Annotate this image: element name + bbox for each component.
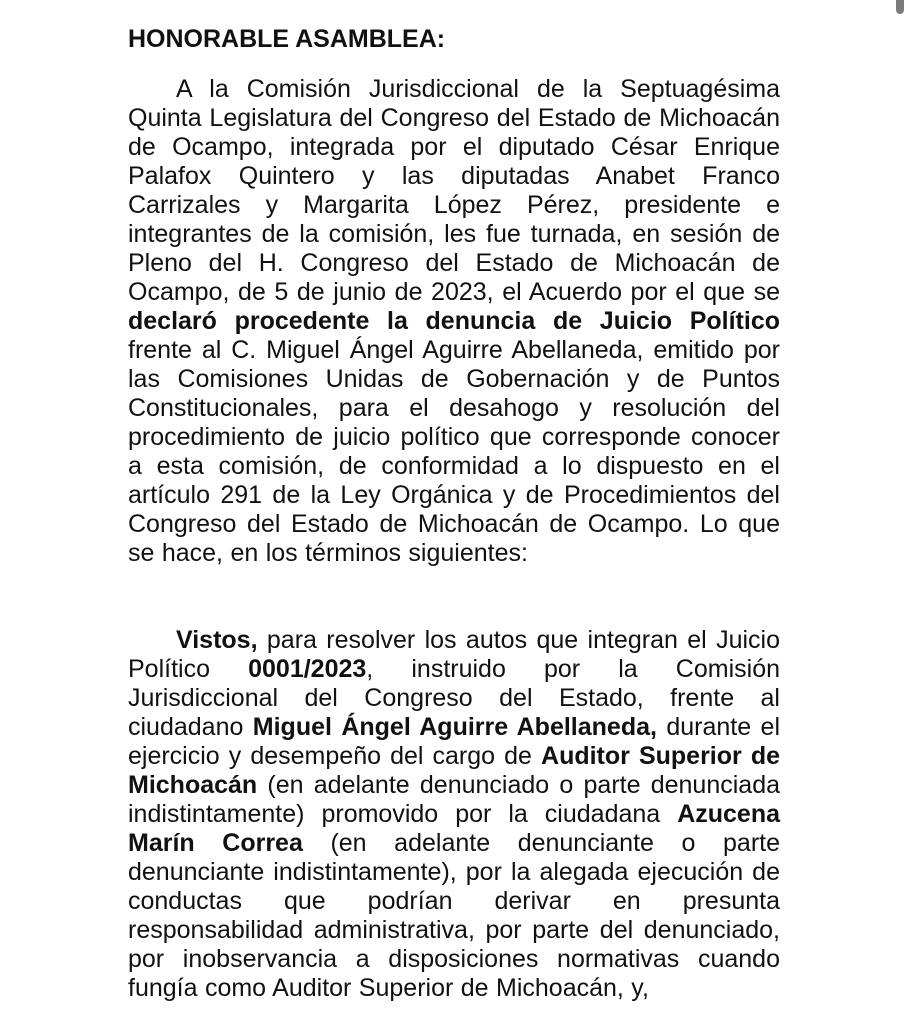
document-heading: HONORABLE ASAMBLEA: (128, 25, 446, 53)
text-run-bold: Azucena Marín Correa (128, 800, 780, 857)
text-run-bold: 0001/2023 (248, 655, 367, 683)
text-run-bold: declaró procedente la denuncia de Juicio Político (128, 307, 780, 335)
text-run: durante el ejercicio y desempeño del cargo de (128, 713, 780, 770)
text-run: para resolver los autos que integran el Juicio Político (128, 626, 780, 683)
text-run-bold: Auditor Superior de Michoacán (128, 742, 781, 799)
legal-document-body (128, 25, 780, 1003)
text-run: (en adelante denunciado o parte denunciada indistintamente) promovido por la ciudadana (128, 771, 780, 828)
text-run: , instruido por la Comisión Jurisdiccional del Congreso del Estado, frente al ciudadano (128, 655, 780, 741)
text-run-bold: Miguel Ángel Aguirre Abellaneda, (252, 713, 657, 741)
text-run: A la Comisión Jurisdiccional de la Septuagésima Quinta Legislatura del Congreso del Estado de Michoacán de Ocampo, integrada por el diputado César Enrique Palafox Quintero y las diputadas Anabet Franco Carrizales y Margarita López Pérez, presidente e integrantes de la comisión, les fue turnada, en sesión de Pleno del H. Congreso del Estado de Michoacán de Ocampo, de 5 de junio de 2023, el Acuerdo por el que se (128, 75, 780, 306)
text-run: (en adelante denunciante o parte denunciante indistintamente), por la alegada ejecución de conductas que podrían derivar en presunta responsabilidad administrativa, por parte del denunciado, por inobservancia a disposiciones normativas cuando fungía como Auditor Superior de Michoacán, y, (128, 829, 780, 1002)
paragraph-vistos (128, 626, 780, 1003)
text-run: frente al C. Miguel Ángel Aguirre Abellaneda, emitido por las Comisiones Unidas de Gobernación y de Puntos Constitucionales, para el desahogo y resolución del procedimiento de juicio político que corresponde conocer a esta comisión, de conformidad a lo dispuesto en el artículo 291 de la Ley Orgánica y de Procedimientos del Congreso del Estado de Michoacán de Ocampo. Lo que se hace, en los términos siguientes: (128, 336, 780, 567)
text-run-bold: Vistos, (176, 626, 258, 654)
scrollbar-thumb[interactable] (896, 0, 904, 14)
paragraph-turno-comision (128, 75, 780, 568)
